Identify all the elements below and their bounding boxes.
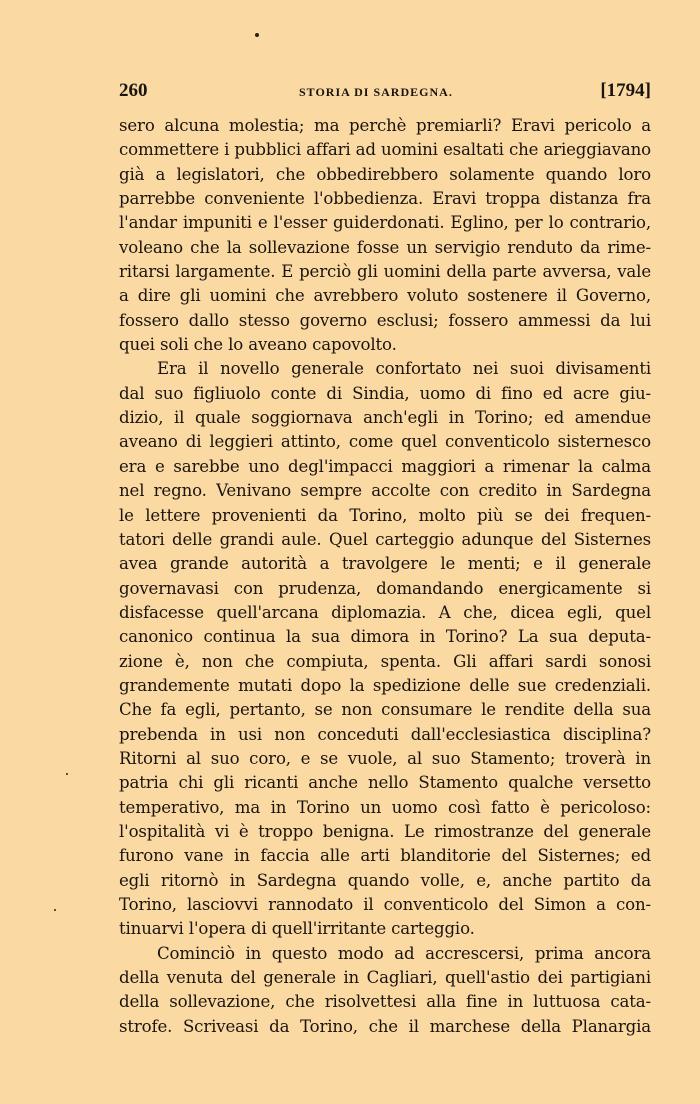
text-line: aveano di leggieri attinto, come quel conventicolo sisternesco bbox=[119, 432, 651, 452]
text-line: strofe. Scriveasi da Torino, che il marchese della Planargia bbox=[119, 1016, 651, 1036]
text-line: temperativo, ma in Torino un uomo così fatto è pericoloso: bbox=[119, 797, 651, 817]
text-line: avea grande autorità a travolgere le menti; e il generale bbox=[119, 554, 651, 574]
text-line: zione è, non che compiuta, spenta. Gli affari sardi sonosi bbox=[119, 651, 651, 671]
text-line: tinuarvi l'opera di quell'irritante carteggio. bbox=[119, 919, 475, 939]
text-line: nel regno. Venivano sempre accolte con credito in Sardegna bbox=[119, 481, 651, 501]
ink-speck bbox=[255, 33, 259, 37]
text-line: l'ospitalità vi è troppo benigna. Le rimostranze del generale bbox=[119, 821, 651, 841]
text-line: egli ritornò in Sardegna quando volle, e, anche partito da bbox=[119, 870, 651, 890]
text-line: prebenda in usi non conceduti dall'ecclesiastica disciplina? bbox=[119, 724, 651, 744]
text-line: era e sarebbe uno degl'impacci maggiori a rimenar la calma bbox=[119, 456, 651, 476]
page-number: 260 bbox=[119, 80, 148, 101]
text-line: voleano che la sollevazione fosse un servigio renduto da rime- bbox=[119, 237, 651, 257]
text-line: sero alcuna molestia; ma perchè premiarli? Eravi pericolo a bbox=[119, 116, 651, 135]
text-line: canonico continua la sua dimora in Torino? La sua deputa- bbox=[119, 627, 651, 647]
text-line: disfacesse quell'arcana diplomazia. A che, dicea egli, quel bbox=[119, 602, 651, 622]
text-line: fossero dallo stesso governo esclusi; fossero ammessi da lui bbox=[119, 310, 651, 330]
text-line: Torino, lasciovvi rannodato il conventicolo del Simon a con- bbox=[119, 895, 651, 914]
text-line: Ritorni al suo coro, e se vuole, al suo Stamento; troverà in bbox=[119, 748, 651, 768]
text-line: già a legislatori, che obbedirebbero solamente quando loro bbox=[119, 164, 651, 184]
text-line: tatori delle grandi aule. Quel carteggio adunque del Sisternes bbox=[119, 529, 651, 549]
text-line: della sollevazione, che risolvettesi alla fine in luttuosa cata- bbox=[119, 992, 651, 1012]
text-line: dal suo figliuolo conte di Sindia, uomo di fino ed acre giu- bbox=[119, 383, 651, 403]
ink-speck bbox=[66, 773, 68, 775]
text-line: Cominciò in questo modo ad accrescersi, prima ancora bbox=[157, 943, 651, 963]
text-line: Era il novello generale confortato nei suoi divisamenti bbox=[157, 359, 651, 379]
text-line: l'andar impuniti e l'esser guiderdonati. Eglino, per lo contrario, bbox=[119, 213, 651, 233]
text-line: ritarsi largamente. E perciò gli uomini della parte avversa, vale bbox=[119, 262, 651, 282]
text-line: patria chi gli ricanti anche nello Stamento qualche versetto bbox=[119, 773, 651, 793]
text-line: grandemente mutati dopo la spedizione delle sue credenziali. bbox=[119, 675, 651, 695]
running-header bbox=[119, 80, 651, 108]
body-text bbox=[119, 114, 651, 1039]
text-line: Che fa egli, pertanto, se non consumare le rendite della sua bbox=[119, 700, 651, 720]
text-line: dizio, il quale soggiornava anch'egli in Torino; ed amendue bbox=[119, 408, 651, 428]
text-line: furono vane in faccia alle arti blanditorie del Sisternes; ed bbox=[119, 846, 651, 866]
text-line: commettere i pubblici affari ad uomini esaltati che arieggiavano bbox=[119, 140, 651, 160]
running-year: [1794] bbox=[600, 80, 651, 101]
running-title: STORIA DI SARDEGNA. bbox=[299, 85, 453, 99]
text-line: della venuta del generale in Cagliari, quell'astio dei partigiani bbox=[119, 968, 651, 988]
text-line: parrebbe conveniente l'obbedienza. Eravi troppa distanza fra bbox=[119, 189, 651, 209]
text-line: governavasi con prudenza, domandando energicamente si bbox=[119, 578, 651, 598]
text-line: quei soli che lo aveano capovolto. bbox=[119, 335, 397, 355]
text-line: a dire gli uomini che avrebbero voluto sostenere il Governo, bbox=[119, 286, 651, 306]
text-line: le lettere provenienti da Torino, molto più se dei frequen- bbox=[119, 505, 651, 525]
ink-speck bbox=[54, 909, 56, 911]
